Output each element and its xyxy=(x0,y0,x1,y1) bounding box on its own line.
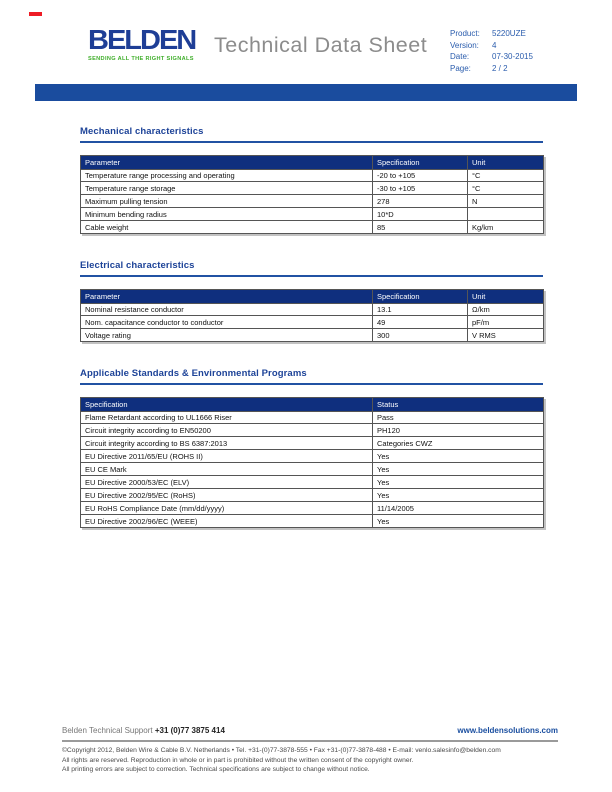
logo-wordmark: BELDEN xyxy=(88,25,196,56)
table-row xyxy=(81,502,544,515)
cell-specification: -30 to +105 xyxy=(373,182,468,195)
section-electrical xyxy=(80,260,543,342)
cell-specification: EU Directive 2002/95/EC (RoHS) xyxy=(81,489,373,502)
cell-parameter: Nom. capacitance conductor to conductor xyxy=(81,316,373,329)
table-row xyxy=(81,515,544,528)
table-row xyxy=(81,195,544,208)
website-link[interactable]: www.beldensolutions.com xyxy=(457,726,558,735)
cell-status: 11/14/2005 xyxy=(373,502,544,515)
column-header-parameter: Parameter xyxy=(81,290,373,304)
table-row xyxy=(81,303,544,316)
cell-specification: Circuit integrity according to BS 6387:2013 xyxy=(81,437,373,450)
cell-status: Yes xyxy=(373,476,544,489)
crop-mark xyxy=(29,12,42,16)
table-row xyxy=(81,329,544,342)
cell-parameter: Maximum pulling tension xyxy=(81,195,373,208)
column-header-specification: Specification xyxy=(81,398,373,412)
section-standards xyxy=(80,368,543,528)
table-row xyxy=(81,182,544,195)
table-row xyxy=(81,489,544,502)
belden-logo xyxy=(88,25,196,62)
cell-unit: °C xyxy=(468,182,544,195)
cell-status: Yes xyxy=(373,489,544,502)
cell-status: PH120 xyxy=(373,424,544,437)
header-divider-bar xyxy=(35,84,577,101)
cell-specification: EU Directive 2002/96/EC (WEEE) xyxy=(81,515,373,528)
table-row xyxy=(81,424,544,437)
table-header-row xyxy=(81,398,544,412)
support-label: Belden Technical Support xyxy=(62,726,153,735)
cell-specification: EU Directive 2000/53/EC (ELV) xyxy=(81,476,373,489)
cell-status: Yes xyxy=(373,450,544,463)
section-title-standards: Applicable Standards & Environmental Programs xyxy=(80,368,543,385)
copyright-line: All rights are reserved. Reproduction in whole or in part is prohibited without the written consent of the copyright owner. xyxy=(62,756,414,764)
table-row xyxy=(81,169,544,182)
copyright-line: ©Copyright 2012, Belden Wire & Cable B.V. Netherlands • Tel. +31-(0)77-3878-555 • Fax +31-(0)77-3878-488 • E-mail: venlo.salesinfo@belden.com xyxy=(62,747,501,754)
cell-unit: V RMS xyxy=(468,329,544,342)
footer-divider xyxy=(62,740,558,742)
cell-specification: EU Directive 2011/65/EU (ROHS II) xyxy=(81,450,373,463)
support-contact xyxy=(62,726,225,735)
cell-status: Yes xyxy=(373,515,544,528)
cell-specification: 300 xyxy=(373,329,468,342)
cell-status: Categories CWZ xyxy=(373,437,544,450)
meta-label-page: Page: xyxy=(450,63,471,73)
cell-specification: Circuit integrity according to EN50200 xyxy=(81,424,373,437)
cell-parameter: Voltage rating xyxy=(81,329,373,342)
meta-value-version: 4 xyxy=(492,40,497,50)
cell-specification: 85 xyxy=(373,221,468,234)
section-mechanical xyxy=(80,126,543,234)
table-row xyxy=(81,316,544,329)
section-title-mechanical: Mechanical characteristics xyxy=(80,126,543,143)
cell-parameter: Nominal resistance conductor xyxy=(81,303,373,316)
cell-parameter: Cable weight xyxy=(81,221,373,234)
column-header-unit: Unit xyxy=(468,290,544,304)
table-header-row xyxy=(81,290,544,304)
table-row xyxy=(81,411,544,424)
meta-value-product: 5220UZE xyxy=(492,29,526,38)
copyright-block xyxy=(62,746,562,775)
cell-specification: EU RoHS Compliance Date (mm/dd/yyyy) xyxy=(81,502,373,515)
document-meta xyxy=(450,28,533,74)
standards-table xyxy=(80,397,544,528)
meta-row-version xyxy=(450,40,533,52)
column-header-specification: Specification xyxy=(373,290,468,304)
cell-unit xyxy=(468,208,544,221)
meta-row-product xyxy=(450,28,533,40)
cell-specification: 13.1 xyxy=(373,303,468,316)
table-header-row xyxy=(81,156,544,170)
section-title-electrical: Electrical characteristics xyxy=(80,260,543,277)
column-header-status: Status xyxy=(373,398,544,412)
column-header-specification: Specification xyxy=(373,156,468,170)
column-header-parameter: Parameter xyxy=(81,156,373,170)
cell-unit: °C xyxy=(468,169,544,182)
cell-parameter: Minimum bending radius xyxy=(81,208,373,221)
table-row xyxy=(81,463,544,476)
meta-label-version: Version: xyxy=(450,40,479,50)
meta-row-page xyxy=(450,63,533,75)
cell-unit: N xyxy=(468,195,544,208)
table-row xyxy=(81,450,544,463)
meta-label-date: Date: xyxy=(450,52,470,61)
mechanical-table xyxy=(80,155,544,234)
electrical-table xyxy=(80,289,544,342)
footer-support-row xyxy=(62,726,558,735)
cell-specification: EU CE Mark xyxy=(81,463,373,476)
meta-value-date: 07-30-2015 xyxy=(492,52,533,61)
support-phone: +31 (0)77 3875 414 xyxy=(154,726,225,735)
cell-unit: pF/m xyxy=(468,316,544,329)
copyright-line: All printing errors are subject to correction. Technical specifications are subject to change without notice. xyxy=(62,766,370,774)
table-row xyxy=(81,208,544,221)
meta-row-date xyxy=(450,51,533,63)
cell-parameter: Temperature range processing and operating xyxy=(81,169,373,182)
cell-parameter: Temperature range storage xyxy=(81,182,373,195)
cell-unit: Kg/km xyxy=(468,221,544,234)
meta-label-product: Product: xyxy=(450,29,480,38)
cell-specification: 49 xyxy=(373,316,468,329)
cell-specification: 10*D xyxy=(373,208,468,221)
cell-specification: 278 xyxy=(373,195,468,208)
column-header-unit: Unit xyxy=(468,156,544,170)
table-row xyxy=(81,221,544,234)
cell-specification: Flame Retardant according to UL1666 Riser xyxy=(81,411,373,424)
logo-tagline: SENDING ALL THE RIGHT SIGNALS xyxy=(88,56,194,62)
document-title: Technical Data Sheet xyxy=(214,33,428,57)
cell-status: Pass xyxy=(373,411,544,424)
cell-status: Yes xyxy=(373,463,544,476)
table-row xyxy=(81,476,544,489)
cell-unit: Ω/km xyxy=(468,303,544,316)
cell-specification: -20 to +105 xyxy=(373,169,468,182)
meta-value-page: 2 / 2 xyxy=(492,63,508,73)
table-row xyxy=(81,437,544,450)
